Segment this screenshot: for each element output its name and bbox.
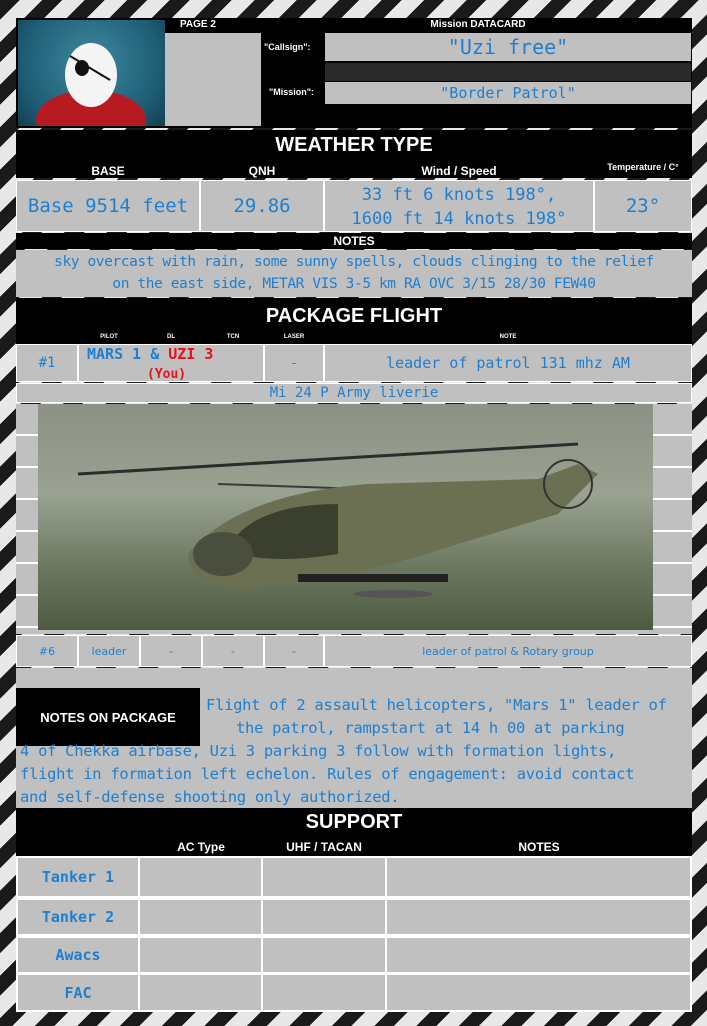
mission-value: "Border Patrol" xyxy=(325,82,691,104)
temp-value: 23° xyxy=(594,180,692,232)
base-header: BASE xyxy=(91,164,125,178)
qnh-value: 29.86 xyxy=(200,180,324,232)
flight-6-pilot: leader xyxy=(78,635,140,667)
qnh-header: QNH xyxy=(248,164,276,178)
page-number: PAGE 2 xyxy=(180,19,216,30)
spacer-row xyxy=(16,668,692,688)
package-notes-line-1: Flight of 2 assault helicopters, "Mars 1" leader of xyxy=(206,696,667,714)
aircraft-type: Mi 24 P Army liverie xyxy=(16,383,692,403)
fac-uhf xyxy=(263,975,385,1010)
weather-notes-line-1: sky overcast with rain, some sunny spells, clouds clinging to the relief xyxy=(54,254,654,270)
callsign-value: "Uzi free" xyxy=(325,33,691,61)
tanker-1-uhf xyxy=(263,858,385,896)
helicopter-illustration xyxy=(38,404,653,630)
package-notes-text xyxy=(16,694,692,809)
package-notes-line-2: the patrol, rampstart at 14 h 00 at parking xyxy=(236,719,625,737)
tanker-2-uhf xyxy=(263,900,385,934)
ac-type-header: AC Type xyxy=(177,840,225,854)
support-row-label: Tanker 2 xyxy=(18,900,138,934)
helicopter-image xyxy=(38,404,653,630)
datacard-title: Mission DATACARD xyxy=(430,19,526,30)
note-header: NOTE xyxy=(499,334,517,340)
tanker-1-ac-type xyxy=(140,858,261,896)
flight-6-laser: - xyxy=(264,635,324,667)
fac-ac-type xyxy=(140,975,261,1010)
callsign-label: "Callsign": xyxy=(264,42,311,52)
support-title: SUPPORT xyxy=(305,811,403,833)
support-row-label: Tanker 1 xyxy=(18,858,138,896)
support-row-label: Awacs xyxy=(18,938,138,972)
mission-label: "Mission": xyxy=(269,87,315,97)
tanker-2-ac-type xyxy=(140,900,261,934)
flight-6-number: #6 xyxy=(16,635,78,667)
awacs-notes xyxy=(387,938,690,972)
flight-1-laser: - xyxy=(264,344,324,382)
wind-line-1: 33 ft 6 knots 198°, xyxy=(361,185,557,205)
flight-6-note: leader of patrol & Rotary group xyxy=(324,635,692,667)
wind-value xyxy=(324,180,594,232)
uhf-tacan-header: UHF / TACAN xyxy=(286,840,362,854)
weather-notes-line-2: on the east side, METAR VIS 3-5 km RA OVC 3/15 28/30 FEW40 xyxy=(112,276,596,292)
package-notes-line-3: 4 of Chekka airbase, Uzi 3 parking 3 follow with formation lights, xyxy=(20,742,617,760)
avatar xyxy=(18,20,165,126)
flight-1-pilot-lead: MARS 1 & xyxy=(87,345,169,363)
package-notes-title: NOTES ON PACKAGE xyxy=(16,688,200,746)
temp-header: Temperature / C° xyxy=(607,162,679,172)
avatar-egg-icon xyxy=(18,20,165,126)
support-notes-header: NOTES xyxy=(518,840,560,854)
support-row-label: FAC xyxy=(18,975,138,1010)
awacs-uhf xyxy=(263,938,385,972)
dl-header: DL xyxy=(167,334,175,340)
flight-1-you: (You) xyxy=(147,367,187,382)
photo-placeholder xyxy=(165,33,261,126)
flight-1-pilot xyxy=(78,344,264,382)
blank-row xyxy=(325,63,691,81)
awacs-ac-type xyxy=(140,938,261,972)
laser-header: LASER xyxy=(283,334,305,340)
wind-line-2: 1600 ft 14 knots 198° xyxy=(351,209,567,229)
package-title: PACKAGE FLIGHT xyxy=(265,305,443,327)
tanker-1-notes xyxy=(387,858,690,896)
flight-1-pilot-wing: UZI 3 xyxy=(168,345,214,363)
base-value: Base 9514 feet xyxy=(16,180,200,232)
wind-header: Wind / Speed xyxy=(421,164,497,178)
weather-title: WEATHER TYPE xyxy=(275,134,433,156)
flight-1-number: #1 xyxy=(16,344,78,382)
package-notes-line-4: flight in formation left echelon. Rules of engagement: avoid contact xyxy=(20,765,635,783)
package-notes-line-5: and self-defense shooting only authorized. xyxy=(20,788,400,806)
flight-1-note: leader of patrol 131 mhz AM xyxy=(324,344,692,382)
notes-header: NOTES xyxy=(16,233,692,249)
flight-6-dl: - xyxy=(140,635,202,667)
pilot-header: PILOT xyxy=(100,334,118,340)
tcn-header: TCN xyxy=(226,334,240,340)
flight-6-tcn: - xyxy=(202,635,264,667)
tanker-2-notes xyxy=(387,900,690,934)
fac-notes xyxy=(387,975,690,1010)
weather-notes xyxy=(16,250,692,297)
